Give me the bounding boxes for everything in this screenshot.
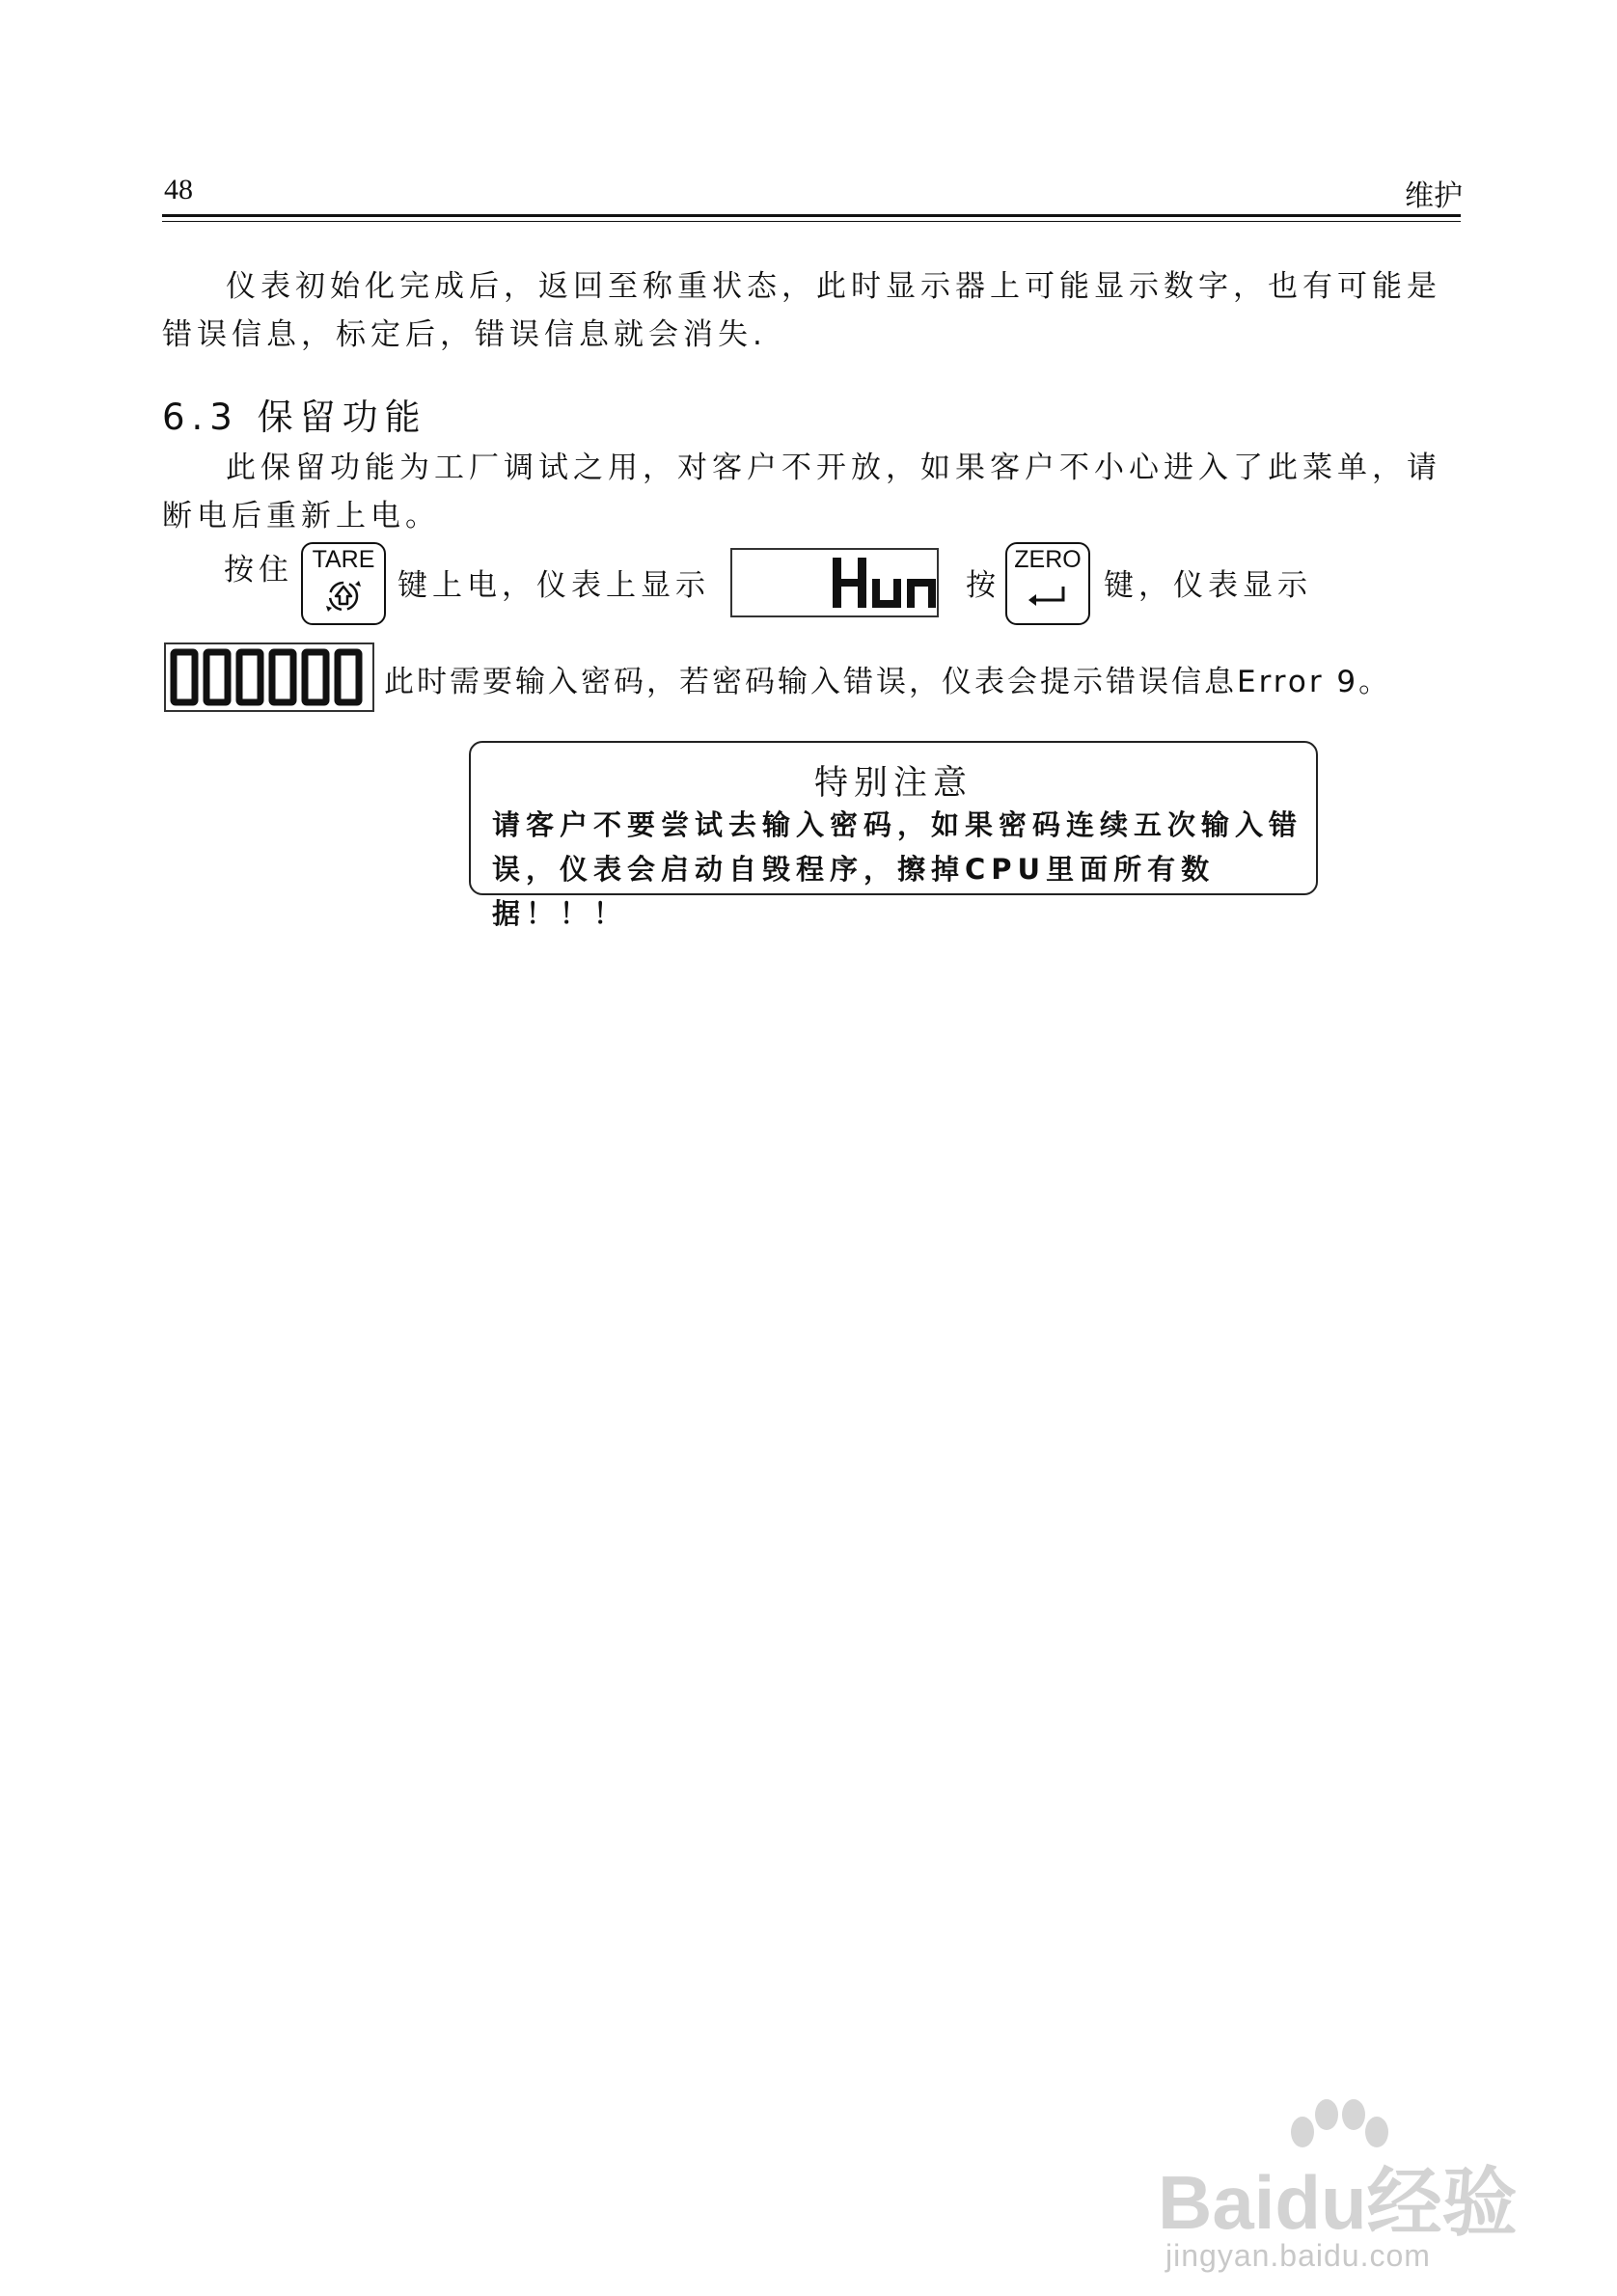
section-heading: 6.3 保留功能: [162, 396, 427, 438]
key-display-text: 键，仪表显示: [1104, 568, 1312, 603]
display-000000: [164, 642, 374, 712]
tare-key-label: TARE: [312, 546, 375, 573]
press-text: 按: [966, 568, 1000, 603]
watermark-brand: Baidu经验: [1158, 2160, 1518, 2245]
header-rule-thick: [162, 214, 1461, 217]
header-rule-thin: [162, 221, 1461, 222]
tare-rotate-icon: [303, 544, 384, 623]
zero-key-label: ZERO: [1014, 546, 1082, 573]
password-text: 此时需要输入密码，若密码输入错误，仪表会提示错误信息Error 9。: [384, 665, 1392, 699]
intro-paragraph: 仪表初始化完成后，返回至称重状态，此时显示器上可能显示数字，也有可能是错误信息，标定后，错误信息就会消失.: [162, 269, 1441, 352]
enter-arrow-icon: [1007, 544, 1088, 623]
notice-body: 请客户不要尝试去输入密码，如果密码连续五次输入错误，仪表会启动自毁程序，擦掉CPU里面所有数据！！！: [492, 808, 1303, 930]
special-notice-box: [469, 741, 1318, 930]
watermark-url: jingyan.baidu.com: [1165, 2238, 1431, 2273]
section-paragraph: 此保留功能为工厂调试之用，对客户不开放，如果客户不小心进入了此菜单，请断电后重新上电。: [162, 451, 1441, 533]
press-hold-text: 按住: [224, 553, 293, 588]
hun-lcd-glyphs: [732, 550, 937, 615]
zeros-lcd-glyphs: [166, 644, 372, 710]
display-hun: [730, 548, 939, 617]
power-on-text: 键上电，仪表上显示: [397, 568, 710, 603]
tare-key: [301, 542, 386, 625]
notice-title: 特别注意: [813, 764, 973, 803]
zero-key: [1005, 542, 1090, 625]
page-number: 48: [164, 174, 193, 205]
chapter-title: 维护: [1405, 179, 1463, 213]
